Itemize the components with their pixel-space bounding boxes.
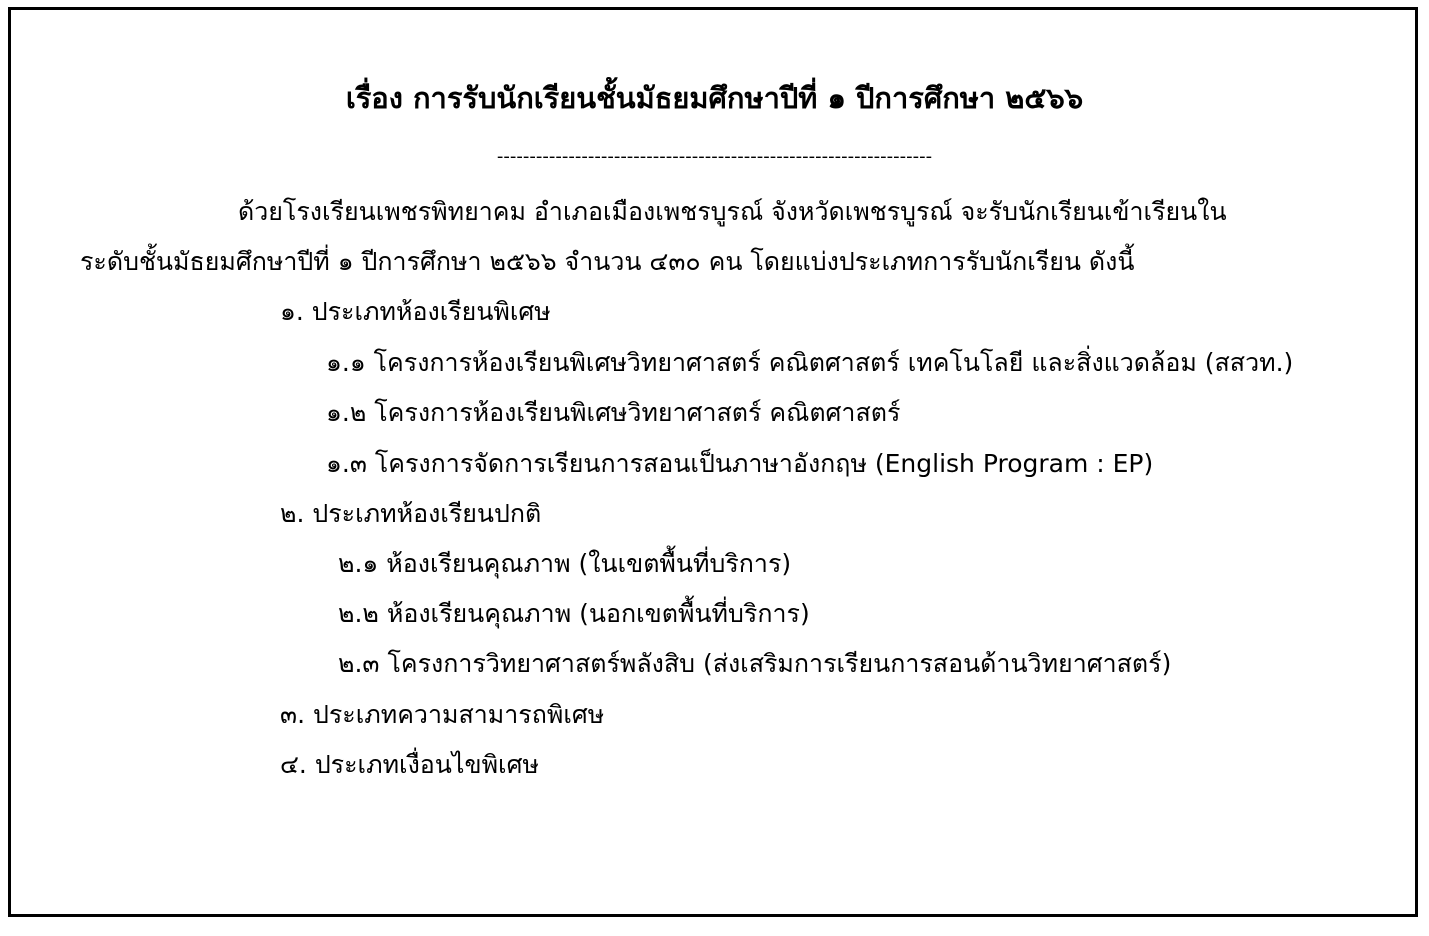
- title-divider: -------------------------------------------------------------------: [496, 146, 933, 167]
- subitem-1-1: ๑.๑ โครงการห้องเรียนพิเศษวิทยาศาสตร์ คณิตศาสตร์ เทคโนโลยี และสิ่งแวดล้อม (สสวท.): [326, 348, 1294, 377]
- subitem-2-1: ๒.๑ ห้องเรียนคุณภาพ (ในเขตพื้นที่บริการ): [338, 549, 792, 578]
- intro-paragraph-line-2: ระดับชั้นมัธยมศึกษาปีที่ ๑ ปีการศึกษา ๒๕๖๖ จำนวน ๔๓๐ คน โดยแบ่งประเภทการรับนักเรียน ดังนี้: [80, 247, 1135, 276]
- category-special-classroom: ๑. ประเภทห้องเรียนพิเศษ: [280, 297, 551, 326]
- intro-paragraph-line-1: ด้วยโรงเรียนเพชรพิทยาคม อำเภอเมืองเพชรบูรณ์ จังหวัดเพชรบูรณ์ จะรับนักเรียนเข้าเรียนใน: [238, 197, 1227, 226]
- category-special-ability: ๓. ประเภทความสามารถพิเศษ: [280, 700, 605, 729]
- subitem-2-3: ๒.๓ โครงการวิทยาศาสตร์พลังสิบ (ส่งเสริมการเรียนการสอนด้านวิทยาศาสตร์): [338, 649, 1172, 678]
- category-regular-classroom: ๒. ประเภทห้องเรียนปกติ: [280, 499, 542, 528]
- document-title: เรื่อง การรับนักเรียนชั้นมัธยมศึกษาปีที่ ๑ ปีการศึกษา ๒๕๖๖: [345, 81, 1084, 115]
- subitem-1-3: ๑.๓ โครงการจัดการเรียนการสอนเป็นภาษาอังกฤษ (English Program : EP): [326, 449, 1154, 478]
- subitem-2-2: ๒.๒ ห้องเรียนคุณภาพ (นอกเขตพื้นที่บริการ): [338, 599, 810, 628]
- category-special-condition: ๔. ประเภทเงื่อนไขพิเศษ: [280, 750, 539, 779]
- subitem-1-2: ๑.๒ โครงการห้องเรียนพิเศษวิทยาศาสตร์ คณิตศาสตร์: [326, 398, 901, 427]
